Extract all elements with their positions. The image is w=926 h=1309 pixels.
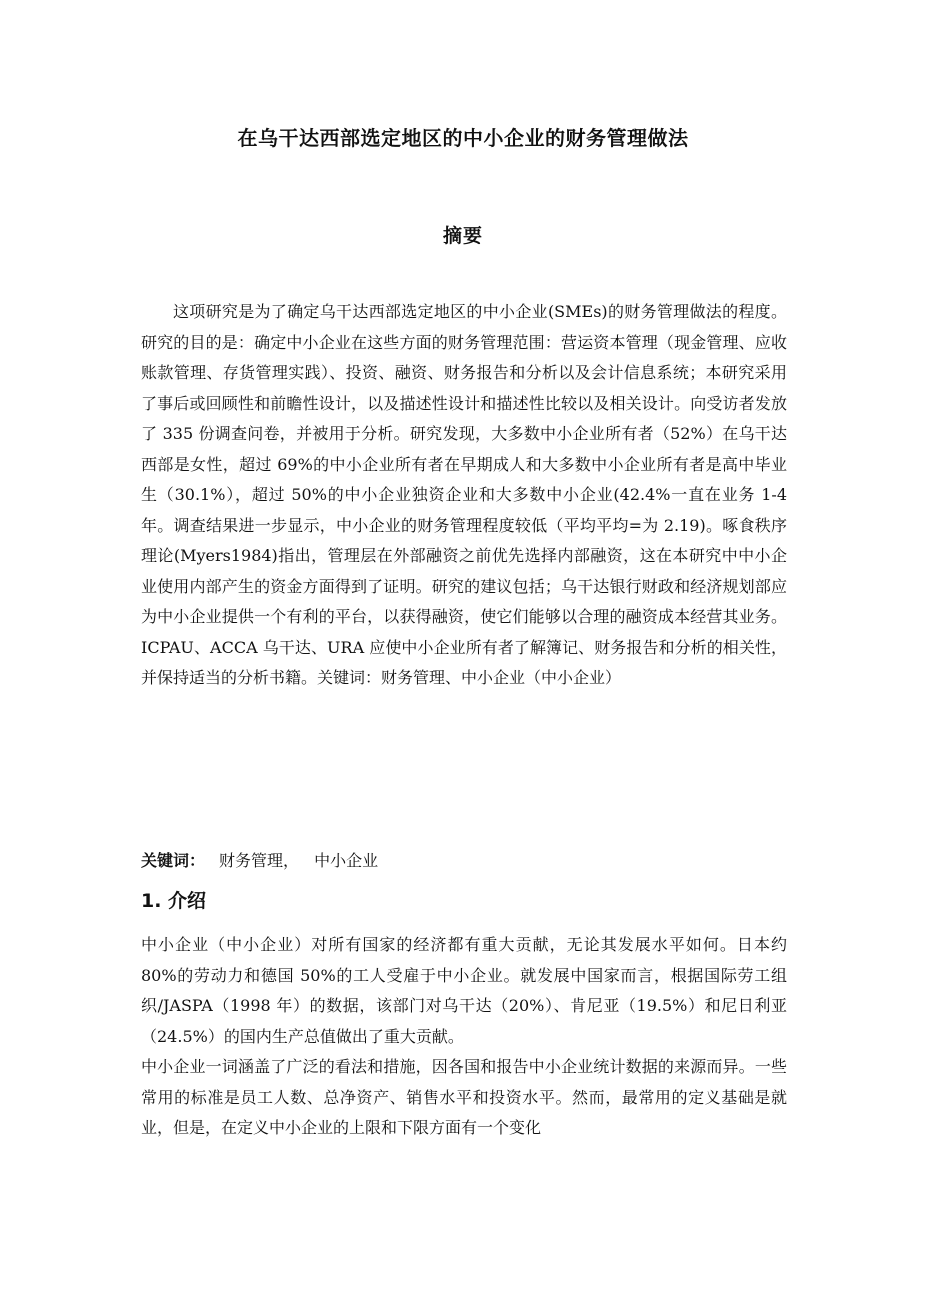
- introduction-paragraph-1: 中小企业（中小企业）对所有国家的经济都有重大贡献，无论其发展水平如何。日本约 80%的劳动力和德国 50%的工人受雇于中小企业。就发展中国家而言，根据国际劳工组织/JASPA（1998 年）的数据，该部门对乌干达（20%）、肯尼亚（19.5%）和尼日利亚（24.5%）的国内生产总值做出了重大贡献。: [141, 935, 787, 1046]
- keywords-line: [141, 846, 787, 876]
- paper-title: 在乌干达西部选定地区的中小企业的财务管理做法: [237, 126, 689, 150]
- keywords-label: 关键词：: [141, 851, 206, 870]
- keywords-value: 财务管理， 中小企业: [219, 851, 379, 870]
- abstract-paragraph: 这项研究是为了确定乌干达西部选定地区的中小企业(SMEs)的财务管理做法的程度。研究的目的是：确定中小企业在这些方面的财务管理范围：营运资本管理（现金管理、应收账款管理、存货管理实践）、投资、融资、财务报告和分析以及会计信息系统；本研究采用了事后或回顾性和前瞻性设计，以及描述性设计和描述性比较以及相关设计。向受访者发放了 335 份调查问卷，并被用于分析。研究发现，大多数中小企业所有者（52%）在乌干达西部是女性，超过 69%的中小企业所有者在早期成人和大多数中小企业所有者是高中毕业生（30.1%），超过 50%的中小企业独资企业和大多数中小企业(42.4%一直在业务 1-4 年。调查结果进一步显示，中小企业的财务管理程度较低（平均平均=为 2.19)。啄食秩序理论(Myers1984)指出，管理层在外部融资之前优先选择内部融资，这在本研究中中小企业使用内部产生的资金方面得到了证明。研究的建议包括；乌干达银行财政和经济规划部应为中小企业提供一个有利的平台，以获得融资，使它们能够以合理的融资成本经营其业务。ICPAU、ACCA 乌干达、URA 应使中小企业所有者了解簿记、财务报告和分析的相关性，并保持适当的分析书籍。关键词：财务管理、中小企业（中小企业）: [141, 302, 787, 687]
- introduction-paragraph-2: 中小企业一词涵盖了广泛的看法和措施，因各国和报告中小企业统计数据的来源而异。一些常用的标准是员工人数、总净资产、销售水平和投资水平。然而，最常用的定义基础是就业，但是，在定义中小企业的上限和下限方面有一个变化: [141, 1057, 787, 1137]
- abstract-heading: 摘要: [442, 225, 483, 247]
- section-heading-introduction: 1. 介绍: [141, 890, 207, 912]
